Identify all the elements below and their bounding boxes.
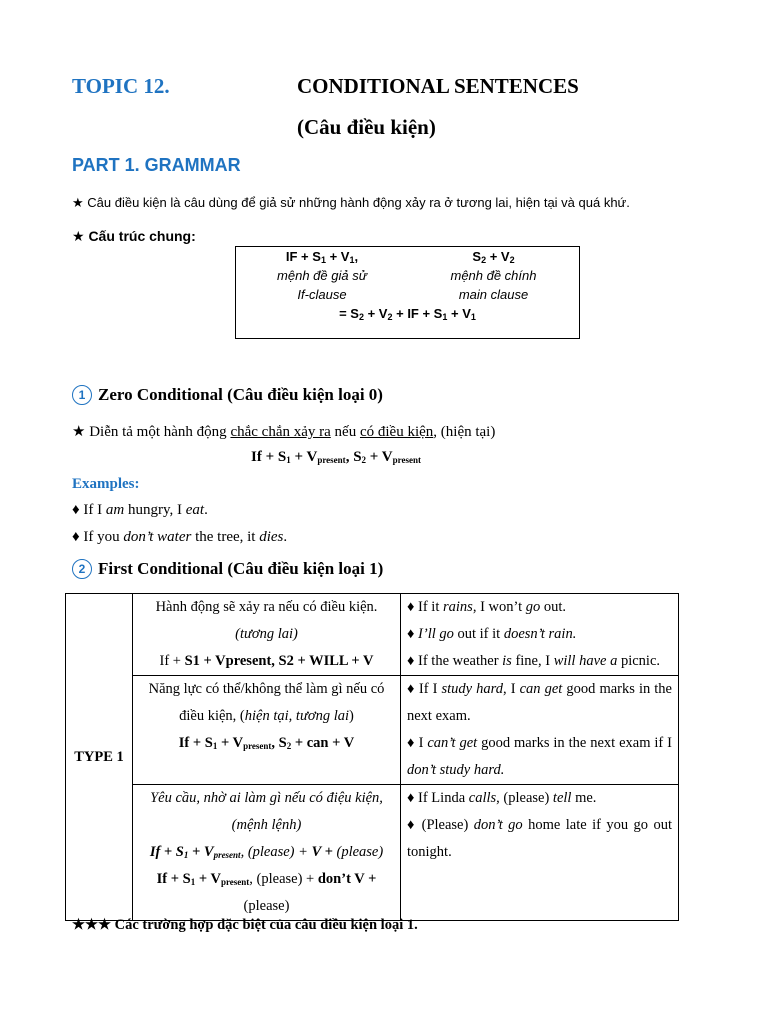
examples-label: Examples: <box>72 476 140 492</box>
document-title: CONDITIONAL SENTENCES <box>297 74 579 98</box>
circled-number-icon: 1 <box>72 385 92 405</box>
zero-conditional-description: ★ Diễn tả một hành động chắc chắn xảy ra nếu có điều kiện, (hiện tại) <box>72 424 496 440</box>
circled-number-icon: 2 <box>72 559 92 579</box>
general-formula-box <box>235 246 580 339</box>
if-clause-column <box>236 247 408 304</box>
main-clause-label-en: main clause <box>458 287 529 302</box>
usage-cell-request: Yêu cầu, nhờ ai làm gì nếu có điệu kiện, (mệnh lệnh) $If + S_1 + V_{present}$, (please) + V + (please) $If + S_1 + V_{present}$, (please) + don’t V + (please) <box>133 785 401 921</box>
document-subtitle: (Câu điều kiện) <box>297 115 436 139</box>
main-clause-column <box>408 247 579 304</box>
table-row <box>66 676 679 785</box>
if-clause-formula: IF + $S_1 + V_1$, <box>285 249 359 265</box>
intro-text: ★ Câu điều kiện là câu dùng để giả sử những hành động xảy ra ở tương lai, hiện tại và quá khứ. <box>72 195 630 210</box>
part-heading: PART 1. GRAMMAR <box>72 155 241 175</box>
first-conditional-heading <box>72 559 383 579</box>
if-clause-label-vi: mệnh đề giả sử <box>277 268 367 283</box>
table-row <box>66 594 679 676</box>
examples-cell-request: ♦ If Linda calls, (please) tell me. ♦ (Please) don’t go home late if you go out tonight. <box>401 785 679 921</box>
zero-example-1: ♦ If I am hungry, I eat. <box>72 502 208 518</box>
usage-cell-future: Hành động sẽ xảy ra nếu có điều kiện. (tương lai) If + S1 + Vpresent, S2 + WILL + V <box>133 594 401 676</box>
examples-cell-future: ♦ If it rains, I won’t go out. ♦ I’ll go out if it doesn’t rain. ♦ If the weather is fine, I will have a picnic. <box>401 594 679 676</box>
examples-cell-ability: ♦ If I study hard, I can get good marks in the next exam. ♦ I can’t get good marks in the next exam if I don’t study hard. <box>401 676 679 785</box>
usage-cell-ability: Năng lực có thể/không thể làm gì nếu có điều kiện, (hiện tại, tương lai) $If + S_1 + V_{present}$, $S_2$ + can + V <box>133 676 401 785</box>
zero-conditional-formula: $If + S_1 + V_{present}$, $S_2 + V_{present}$ <box>251 449 421 465</box>
table-row <box>66 785 679 921</box>
reversed-formula: = $S_2 + V_2$ + IF + $S_1 + V_1$ <box>339 306 476 322</box>
type-label-cell: TYPE 1 <box>66 594 133 921</box>
zero-conditional-title: Zero Conditional (Câu điều kiện loại 0) <box>98 385 383 404</box>
special-cases-note: ★★★ Các trường hợp đặc biệt của câu điều kiện loại 1. <box>72 917 418 933</box>
type1-table <box>65 593 679 921</box>
main-clause-label-vi: mệnh đề chính <box>450 268 537 283</box>
zero-conditional-heading <box>72 385 383 405</box>
if-clause-label-en: If-clause <box>297 287 347 302</box>
zero-example-2: ♦ If you don’t water the tree, it dies. <box>72 529 288 545</box>
first-conditional-title: First Conditional (Câu điều kiện loại 1) <box>98 559 384 578</box>
topic-label: TOPIC 12. <box>72 74 170 98</box>
main-clause-formula: $S_2 + V_2$ <box>472 249 515 265</box>
structure-heading: ★ Cấu trúc chung: <box>72 228 196 244</box>
